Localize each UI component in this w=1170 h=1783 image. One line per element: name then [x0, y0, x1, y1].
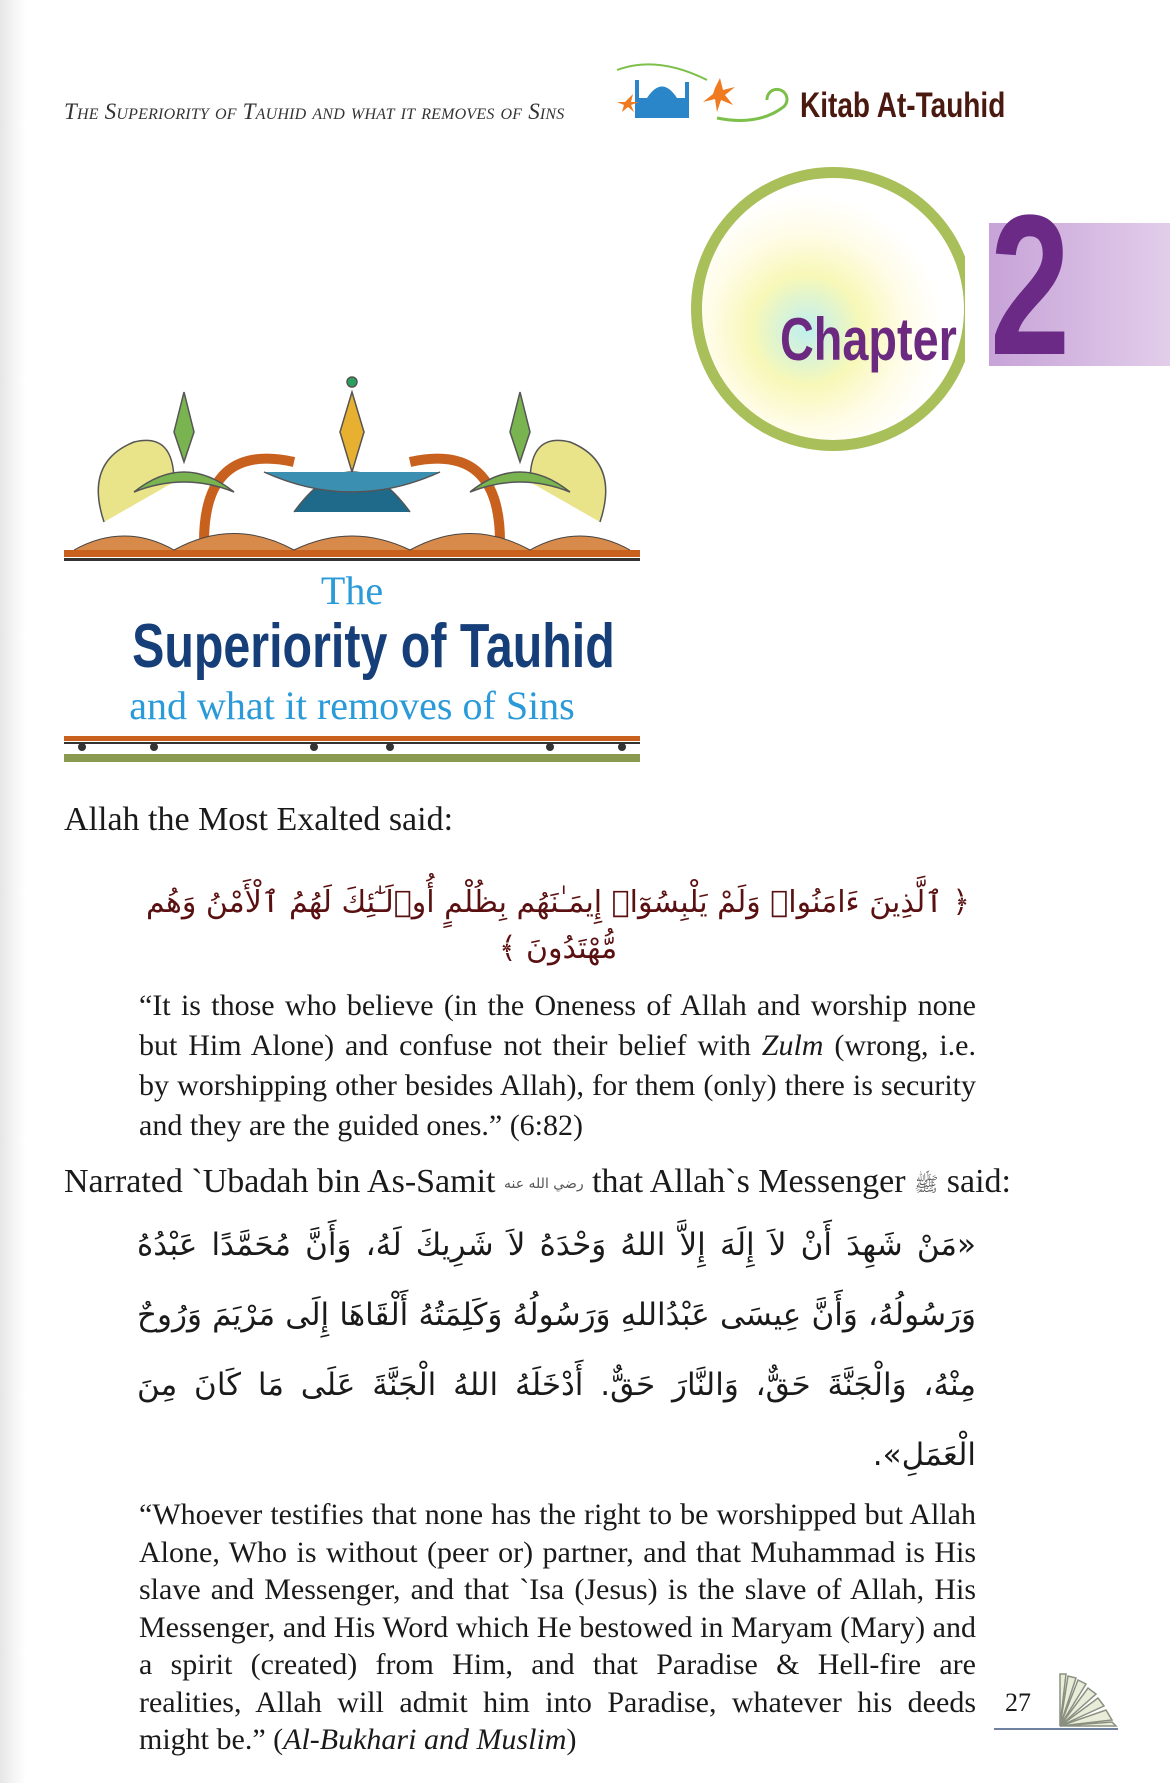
page-subtitle: and what it removes of Sins	[129, 683, 575, 728]
intro-line: Allah the Most Exalted said:	[64, 801, 454, 838]
ring-gap	[965, 240, 989, 366]
floral-ornament-icon	[64, 372, 640, 564]
narration-text-2: that Allah`s Messenger	[592, 1163, 906, 1200]
hadith-close: )	[566, 1723, 577, 1757]
body-text	[64, 800, 1011, 1759]
title-prefix: The	[320, 568, 384, 613]
footer-rule	[994, 1728, 1118, 1730]
quran-verse-arabic: ﴿ ٱلَّذِينَ ءَامَنُوا۟ وَلَمْ يَلْبِسُوٓا۟ إِيمَـٰنَهُم بِظُلْمٍ أُو۟لَـٰٓئِكَ لَهُمُ ٱلْأَمْنُ وَهُم مُّهْتَدُونَ ﴾	[146, 885, 970, 966]
hadith-translation	[139, 1496, 976, 1759]
translation-text-end: (wrong, i.e. by worshipping other besides Allah), for them (only) there is security and they are the guided ones.” (6:82)	[139, 1029, 977, 1142]
open-book-icon	[1056, 1672, 1118, 1728]
title-divider	[64, 736, 640, 762]
translation-italic-term: Zulm	[761, 1029, 824, 1062]
mosque-logo-icon	[597, 60, 797, 125]
translation-text: “It is those who believe (in the Oneness of Allah and worship none but Him Alone) and confuse not their belief with	[139, 989, 976, 1062]
running-header: The Superiority of Tauhid and what it removes of Sins	[64, 99, 565, 124]
page-title	[64, 612, 640, 681]
narration-line	[64, 1160, 1011, 1206]
page-number: 27	[1005, 1688, 1031, 1717]
honorific-prophet-icon: ﷺ	[914, 1172, 939, 1197]
page-gutter-shadow	[0, 0, 26, 1783]
chapter-number: 2	[990, 174, 1071, 397]
chapter-label: Chapter	[780, 306, 957, 373]
page-title-text: Superiority of Tauhid	[132, 612, 615, 681]
narration-text-3: said:	[946, 1163, 1011, 1200]
book-title: Kitab At-Tauhid	[800, 86, 1006, 125]
narration-text: Narrated `Ubadah bin As-Samit	[64, 1163, 496, 1200]
hadith-source: Al-Bukhari and Muslim	[283, 1723, 567, 1757]
hadith-translation-text: “Whoever testifies that none has the right to be worshipped but Allah Alone, Who is without (peer or) partner, and that Muhammad is His slave and Messenger, and that `Isa (Jesus) is the slave of Allah, His Messenger, and His Word which He bestowed in Maryam (Mary) and a spirit (created) from Him, and that Paradise & Hell-fire are realities, Allah will admit him into Paradise, whatever his deeds might be.” (	[139, 1498, 976, 1757]
verse-translation	[139, 986, 976, 1146]
honorific-companion-icon: رضي الله عنه	[504, 1176, 584, 1193]
hadith-arabic: «مَنْ شَهِدَ أَنْ لاَ إِلَهَ إِلاَّ اللهُ وَحْدَهُ لاَ شَرِيكَ لَهُ، وَأَنَّ مُحَمَّدًا عَبْدُهُ وَرَسُولُهُ، وَأَنَّ عِيسَى عَبْدُاللهِ وَرَسُولُهُ وَكَلِمَتُهُ أَلْقَاهَا إِلَى مَرْيَمَ وَرُوحٌ مِنْهُ، وَالْجَنَّةَ حَقٌّ، وَالنَّارَ حَقٌّ. أَدْخَلَهُ اللهُ الْجَنَّةَ عَلَى مَا كَانَ مِنَ الْعَمَلِ».	[137, 1227, 976, 1474]
